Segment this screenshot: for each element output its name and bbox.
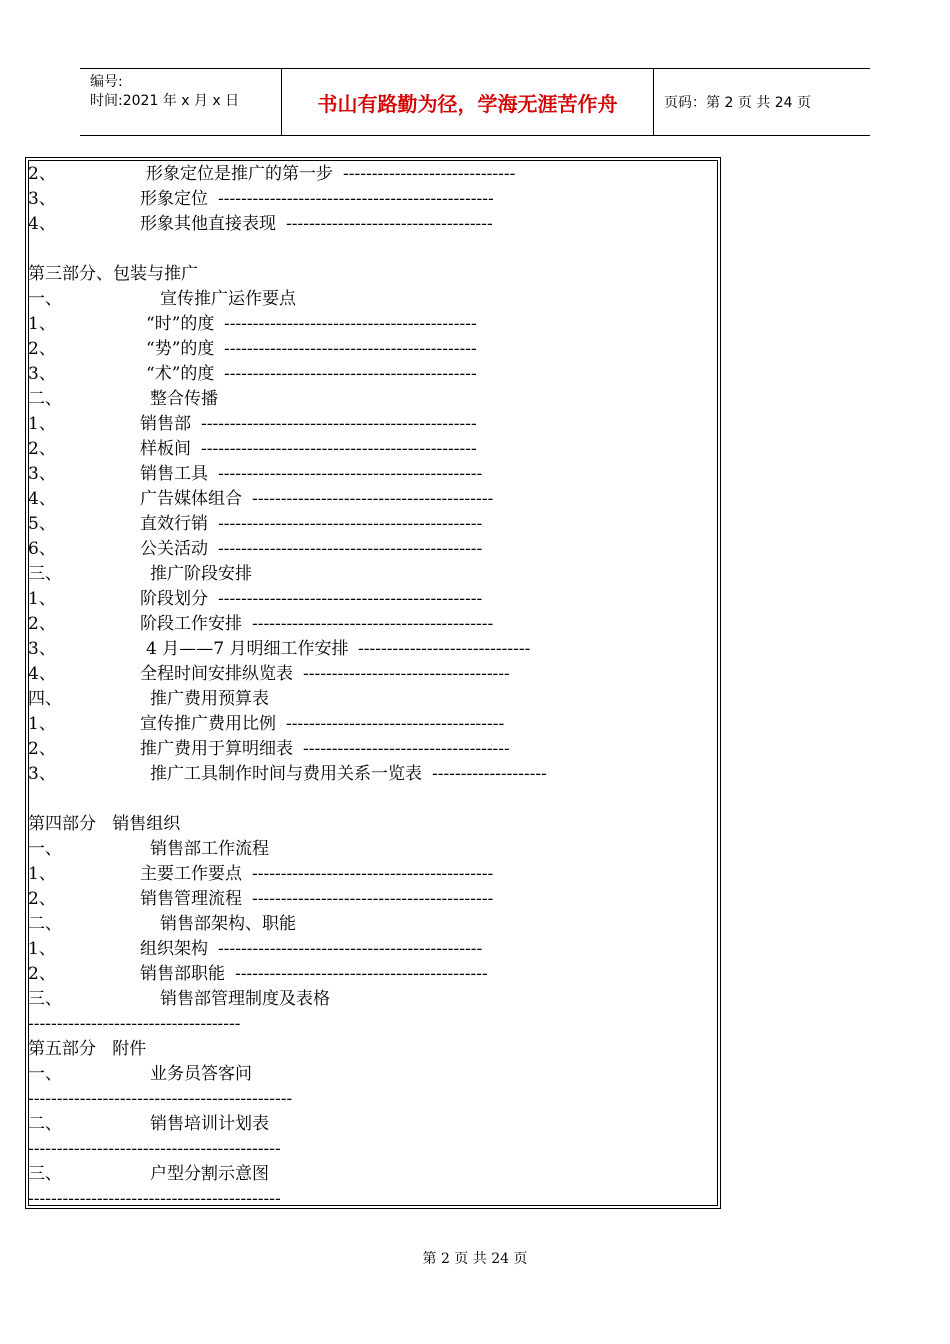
toc-entry-number: 6、 bbox=[28, 539, 56, 559]
toc-entry bbox=[28, 262, 718, 287]
page-footer bbox=[0, 1248, 950, 1268]
toc-entry-title: 阶段工作安排 bbox=[140, 614, 242, 634]
toc-entry-title: 形象定位是推广的第一步 bbox=[146, 164, 333, 184]
toc-entry-title: 销售部工作流程 bbox=[150, 839, 269, 859]
toc-entry-title: 销售部管理制度及表格 bbox=[160, 989, 330, 1009]
page-info-text: 页码：第 2 页 共 24 页 bbox=[664, 95, 811, 111]
toc-entry-number: -------------------------------------------- bbox=[28, 1189, 281, 1209]
toc-entry bbox=[28, 462, 718, 487]
toc-entry bbox=[28, 987, 718, 1012]
toc-entry bbox=[28, 587, 718, 612]
toc-entry-number: 3、 bbox=[28, 464, 56, 484]
toc-entry-number: 4、 bbox=[28, 214, 56, 234]
toc-entry-title: 主要工作要点 bbox=[140, 864, 242, 884]
toc-entry-number: 1、 bbox=[28, 414, 56, 434]
toc-entry-title: 整合传播 bbox=[150, 389, 218, 409]
toc-entry bbox=[28, 862, 718, 887]
toc-entry bbox=[28, 612, 718, 637]
toc-entry bbox=[28, 437, 718, 462]
toc-entry bbox=[28, 387, 718, 412]
toc-entry-title: 销售培训计划表 bbox=[150, 1114, 269, 1134]
toc-entry-leader: -------------------------------------------- bbox=[224, 314, 477, 334]
toc-entry-number: 二、 bbox=[28, 914, 62, 934]
toc-entry-title: 直效行销 bbox=[140, 514, 208, 534]
toc-entry-title: 阶段划分 bbox=[140, 589, 208, 609]
toc-entry bbox=[28, 1087, 718, 1112]
toc-entry-number: 一、 bbox=[28, 839, 62, 859]
toc-entry-number: 2、 bbox=[28, 889, 56, 909]
toc-entry bbox=[28, 712, 718, 737]
toc-entry bbox=[28, 637, 718, 662]
toc-entry-number: 三、 bbox=[28, 564, 62, 584]
toc-entry-title: 4 月——7 月明细工作安排 bbox=[146, 639, 349, 659]
toc-entry bbox=[28, 362, 718, 387]
time-label: 时间:2021 年 x 月 x 日 bbox=[90, 93, 240, 109]
toc-entry bbox=[28, 187, 718, 212]
toc-entry-title: 销售管理流程 bbox=[140, 889, 242, 909]
toc-entry-number: -------------------------------------------- bbox=[28, 1139, 281, 1159]
toc-entry-leader: ------------------------------------------------ bbox=[201, 414, 477, 434]
toc-entry bbox=[28, 912, 718, 937]
toc-entry bbox=[28, 212, 718, 237]
toc-entry-leader: ------------------------------ bbox=[343, 164, 516, 184]
toc-entry-number: 3、 bbox=[28, 364, 56, 384]
number-label: 编号: bbox=[90, 74, 123, 90]
toc-entry-title: 推广费用预算表 bbox=[150, 689, 269, 709]
toc-entry-number: 1、 bbox=[28, 714, 56, 734]
toc-entry-number: 2、 bbox=[28, 339, 56, 359]
toc-box bbox=[25, 157, 721, 1209]
toc-entry-number: ---------------------------------------------- bbox=[28, 1089, 293, 1109]
toc-entry-number: 2、 bbox=[28, 439, 56, 459]
toc-entry-number: 第四部分 销售组织 bbox=[28, 814, 181, 834]
toc-entry-leader: ---------------------------------------------- bbox=[218, 939, 483, 959]
toc-entry-title: 推广工具制作时间与费用关系一览表 bbox=[150, 764, 422, 784]
toc-entry-number: ------------------------------------- bbox=[28, 1014, 241, 1034]
toc-entry-leader: ---------------------------------------------- bbox=[218, 514, 483, 534]
toc-entry bbox=[28, 312, 718, 337]
toc-entry-number: 第三部分、包装与推广 bbox=[28, 264, 198, 284]
toc-entry bbox=[28, 737, 718, 762]
toc-entry bbox=[28, 1187, 718, 1212]
toc-entry-number: 1、 bbox=[28, 314, 56, 334]
toc-entry bbox=[28, 1112, 718, 1137]
toc-entry-leader: -------------------- bbox=[432, 764, 547, 784]
toc-entry-number: 四、 bbox=[28, 689, 62, 709]
toc-entry bbox=[28, 1137, 718, 1162]
footer-page-number: 第 2 页 共 24 页 bbox=[422, 1251, 528, 1267]
toc-entry bbox=[28, 762, 718, 787]
toc-entry bbox=[28, 1062, 718, 1087]
toc-entry-number: 1、 bbox=[28, 864, 56, 884]
toc-entry-title: 组织架构 bbox=[140, 939, 208, 959]
toc-entry bbox=[28, 1162, 718, 1187]
motto-cell bbox=[281, 69, 654, 135]
toc-entry-number: 2、 bbox=[28, 964, 56, 984]
toc-entry-number: 三、 bbox=[28, 1164, 62, 1184]
toc-entry bbox=[28, 487, 718, 512]
toc-entry-leader: ------------------------------------ bbox=[286, 214, 493, 234]
toc-entry-title: 推广阶段安排 bbox=[150, 564, 252, 584]
toc-entry-number: 一、 bbox=[28, 289, 62, 309]
toc-entry bbox=[28, 512, 718, 537]
page-info-cell bbox=[654, 69, 870, 135]
toc-entry-title: 样板间 bbox=[140, 439, 191, 459]
header-left-cell bbox=[80, 69, 281, 135]
toc-entry-title: 销售工具 bbox=[140, 464, 208, 484]
toc-entry-leader: ------------------------------ bbox=[358, 639, 531, 659]
toc-entry-title: “术”的度 bbox=[146, 364, 215, 384]
toc-entry-leader: ------------------------------------ bbox=[303, 739, 510, 759]
toc-entry bbox=[28, 162, 718, 187]
toc-entry-number: 三、 bbox=[28, 989, 62, 1009]
toc-entry bbox=[28, 287, 718, 312]
toc-entry-leader: ---------------------------------------------- bbox=[218, 464, 483, 484]
toc-entry-number: 5、 bbox=[28, 514, 56, 534]
toc-entry-leader: -------------------------------------- bbox=[286, 714, 505, 734]
toc-entry bbox=[28, 537, 718, 562]
toc-entry-title: “时”的度 bbox=[146, 314, 215, 334]
toc-entry bbox=[28, 837, 718, 862]
toc-entry-number: 3、 bbox=[28, 639, 56, 659]
toc-entry-title: 销售部架构、职能 bbox=[160, 914, 296, 934]
toc-entry-leader: ------------------------------------------ bbox=[252, 889, 494, 909]
toc-entry-leader: ---------------------------------------------- bbox=[218, 539, 483, 559]
toc-entry-title: 宣传推广费用比例 bbox=[140, 714, 276, 734]
toc-entry-number: 2、 bbox=[28, 739, 56, 759]
toc-entry-title: 户型分割示意图 bbox=[150, 1164, 269, 1184]
toc-entry bbox=[28, 962, 718, 987]
toc-entry-leader: ------------------------------------ bbox=[303, 664, 510, 684]
toc-entry bbox=[28, 1012, 718, 1037]
toc-entry-title: 形象定位 bbox=[140, 189, 208, 209]
toc-entry bbox=[28, 412, 718, 437]
toc-entry-title: 销售部 bbox=[140, 414, 191, 434]
toc-entry bbox=[28, 812, 718, 837]
toc-entry bbox=[28, 662, 718, 687]
toc-entry bbox=[28, 337, 718, 362]
toc-entry-number: 1、 bbox=[28, 589, 56, 609]
toc-entry-title: 销售部职能 bbox=[140, 964, 225, 984]
motto-text: 书山有路勤为径，学海无涯苦作舟 bbox=[317, 91, 618, 116]
toc-entry-title: 推广费用于算明细表 bbox=[140, 739, 293, 759]
toc-entry bbox=[28, 787, 718, 812]
toc-entry-leader: ------------------------------------------ bbox=[252, 489, 494, 509]
toc-entry bbox=[28, 687, 718, 712]
toc-entry bbox=[28, 1037, 718, 1062]
toc-entry-title: 业务员答客问 bbox=[150, 1064, 252, 1084]
toc-entry-title: 全程时间安排纵览表 bbox=[140, 664, 293, 684]
toc-entry-leader: ------------------------------------------ bbox=[252, 864, 494, 884]
toc-entry bbox=[28, 887, 718, 912]
toc-entry-title: 形象其他直接表现 bbox=[140, 214, 276, 234]
toc-entry-leader: ------------------------------------------ bbox=[252, 614, 494, 634]
document-header bbox=[80, 68, 870, 136]
toc-entry-number: 3、 bbox=[28, 189, 56, 209]
toc-entry-leader: -------------------------------------------- bbox=[235, 964, 488, 984]
toc-entry-number: 一、 bbox=[28, 1064, 62, 1084]
toc-entry bbox=[28, 937, 718, 962]
toc-entry-number: 4、 bbox=[28, 489, 56, 509]
toc-entry-leader: ------------------------------------------------ bbox=[201, 439, 477, 459]
toc-entry-number: 二、 bbox=[28, 389, 62, 409]
toc-entry-number: 第五部分 附件 bbox=[28, 1039, 147, 1059]
toc-entry-number: 2、 bbox=[28, 614, 56, 634]
toc-entry-leader: ---------------------------------------------- bbox=[218, 589, 483, 609]
toc-entry bbox=[28, 562, 718, 587]
toc-entry-number: 2、 bbox=[28, 164, 56, 184]
toc-entry-title: 广告媒体组合 bbox=[140, 489, 242, 509]
toc-entry-title: 宣传推广运作要点 bbox=[160, 289, 296, 309]
toc-entry-number: 1、 bbox=[28, 939, 56, 959]
toc-entry-leader: -------------------------------------------- bbox=[224, 364, 477, 384]
toc-entry bbox=[28, 237, 718, 262]
toc-entry-number: 二、 bbox=[28, 1114, 62, 1134]
toc-entry-title: “势”的度 bbox=[146, 339, 215, 359]
toc-entry-number: 3、 bbox=[28, 764, 56, 784]
toc-entry-leader: ------------------------------------------------ bbox=[218, 189, 494, 209]
toc-entry-title: 公关活动 bbox=[140, 539, 208, 559]
toc-entry-number: 4、 bbox=[28, 664, 56, 684]
toc-entry-leader: -------------------------------------------- bbox=[224, 339, 477, 359]
